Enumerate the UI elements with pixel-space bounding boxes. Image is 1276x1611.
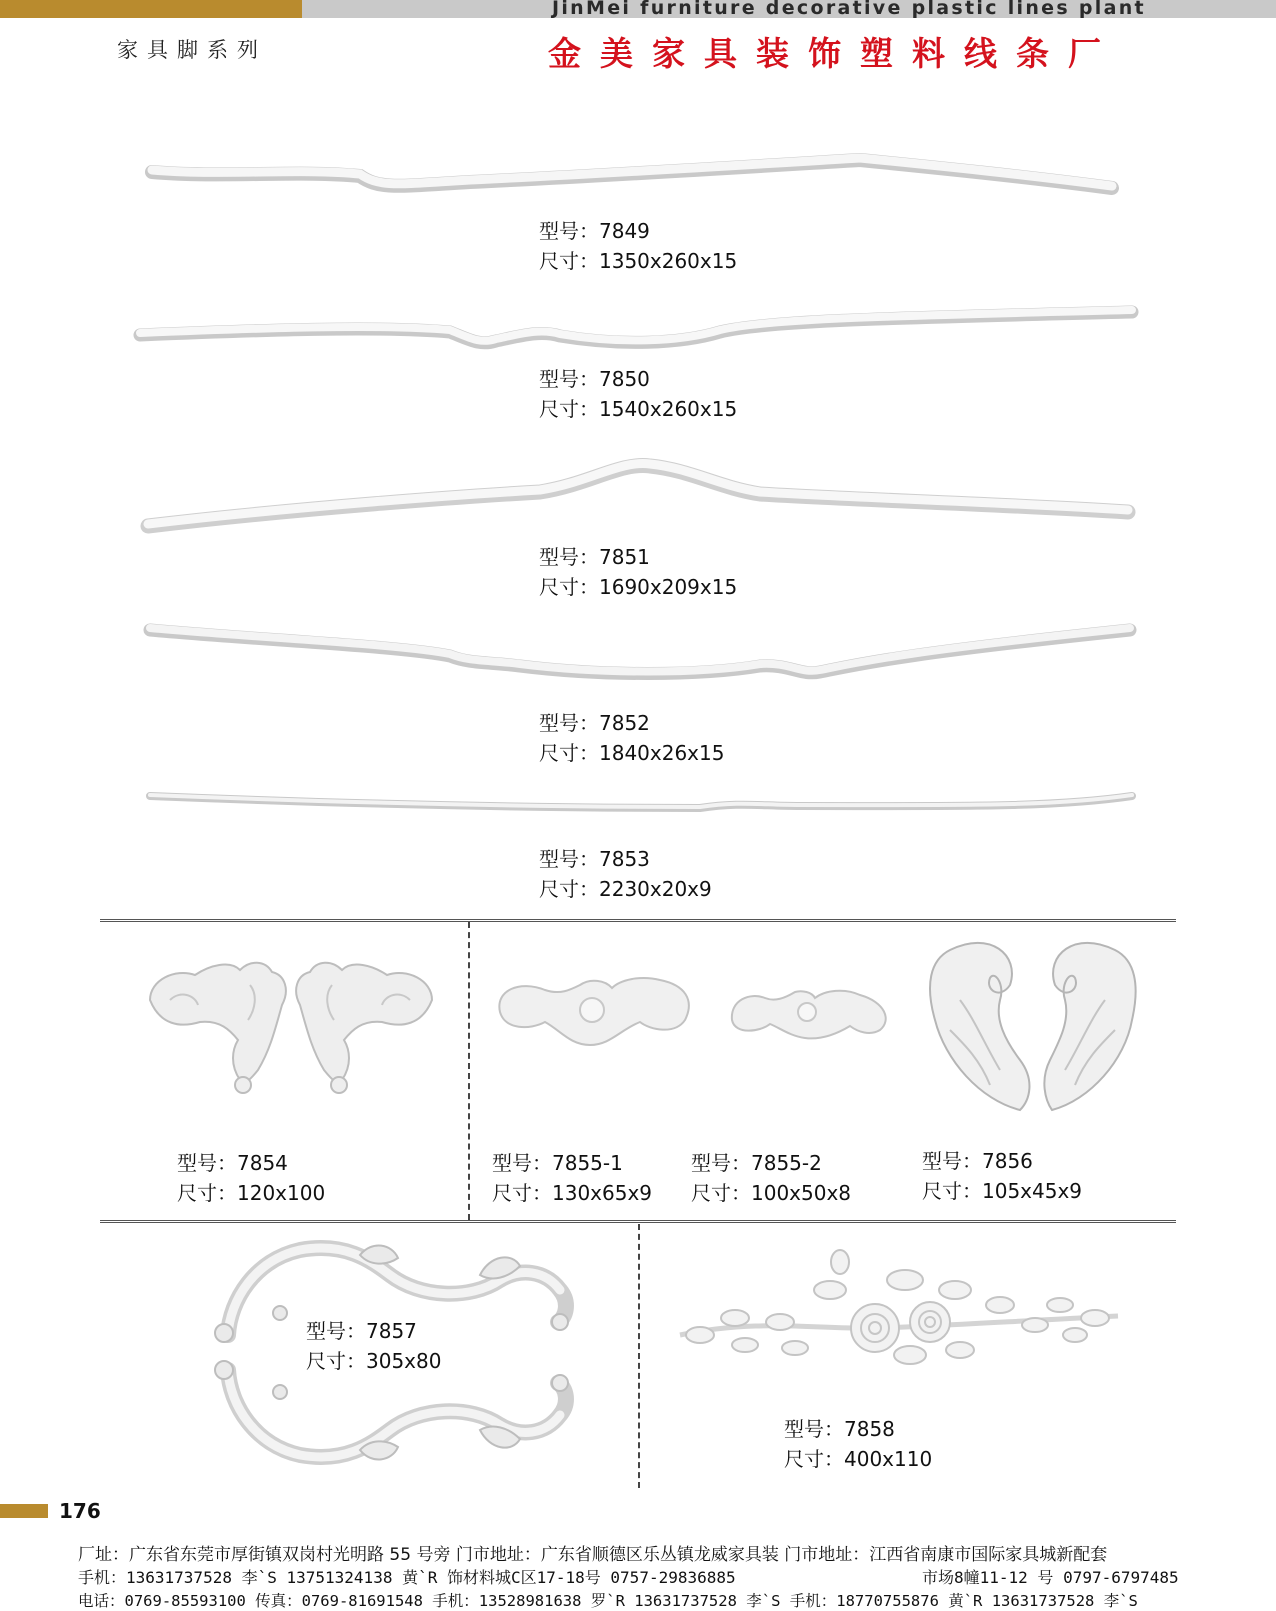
page-number: 176: [59, 1499, 101, 1523]
model-label: 型号：7851: [539, 545, 650, 569]
size-label: 尺寸：1540x260x15: [539, 397, 738, 421]
model-label: 型号：7855-1: [492, 1151, 623, 1175]
model-label: 型号：7857: [306, 1319, 417, 1343]
size-label: 尺寸：100x50x8: [691, 1181, 852, 1205]
footer-contact-line: 手机：13631737528 李`S 13751324138 黄`R 饰材料城C区17-18号 0757-29836885: [78, 1568, 736, 1587]
size-label: 尺寸：120x100: [177, 1181, 326, 1205]
footer-phone-line: 电话：0769-85593100 传真：0769-81691548 手机：13528981638 罗`R 13631737528 李`S 手机：18770755876 黄`R 13631737528 李`S: [78, 1592, 1138, 1610]
english-title: JinMei furniture decorative plastic lines plant: [552, 0, 1146, 19]
factory-name: 金美家具装饰塑料线条厂: [548, 34, 1120, 73]
page-number-bar: [0, 1504, 48, 1518]
footer-market-line: 市场8幢11-12 号 0797-6797485: [922, 1568, 1179, 1587]
model-label: 型号：7854: [177, 1151, 288, 1175]
model-label: 型号：7855-2: [691, 1151, 822, 1175]
model-label: 型号：7852: [539, 711, 650, 735]
series-title: 家具脚系列: [117, 38, 267, 62]
model-label: 型号：7853: [539, 847, 650, 871]
size-label: 尺寸：400x110: [784, 1447, 933, 1471]
model-label: 型号：7850: [539, 367, 650, 391]
size-label: 尺寸：1690x209x15: [539, 575, 738, 599]
footer-address-line: 厂址：广东省东莞市厚街镇双岗村光明路 55 号旁 门市地址：广东省顺德区乐丛镇龙威家具装 门市地址：江西省南康市国际家具城新配套: [78, 1545, 1108, 1565]
size-label: 尺寸：2230x20x9: [539, 877, 712, 901]
size-label: 尺寸：1350x260x15: [539, 249, 738, 273]
size-label: 尺寸：130x65x9: [492, 1181, 653, 1205]
caption-7858: [784, 1414, 932, 1474]
size-label: 尺寸：305x80: [306, 1349, 442, 1373]
model-label: 型号：7849: [539, 219, 650, 243]
model-label: 型号：7858: [784, 1417, 895, 1441]
size-label: 尺寸：105x45x9: [922, 1179, 1083, 1203]
size-label: 尺寸：1840x26x15: [539, 741, 725, 765]
model-label: 型号：7856: [922, 1149, 1033, 1173]
